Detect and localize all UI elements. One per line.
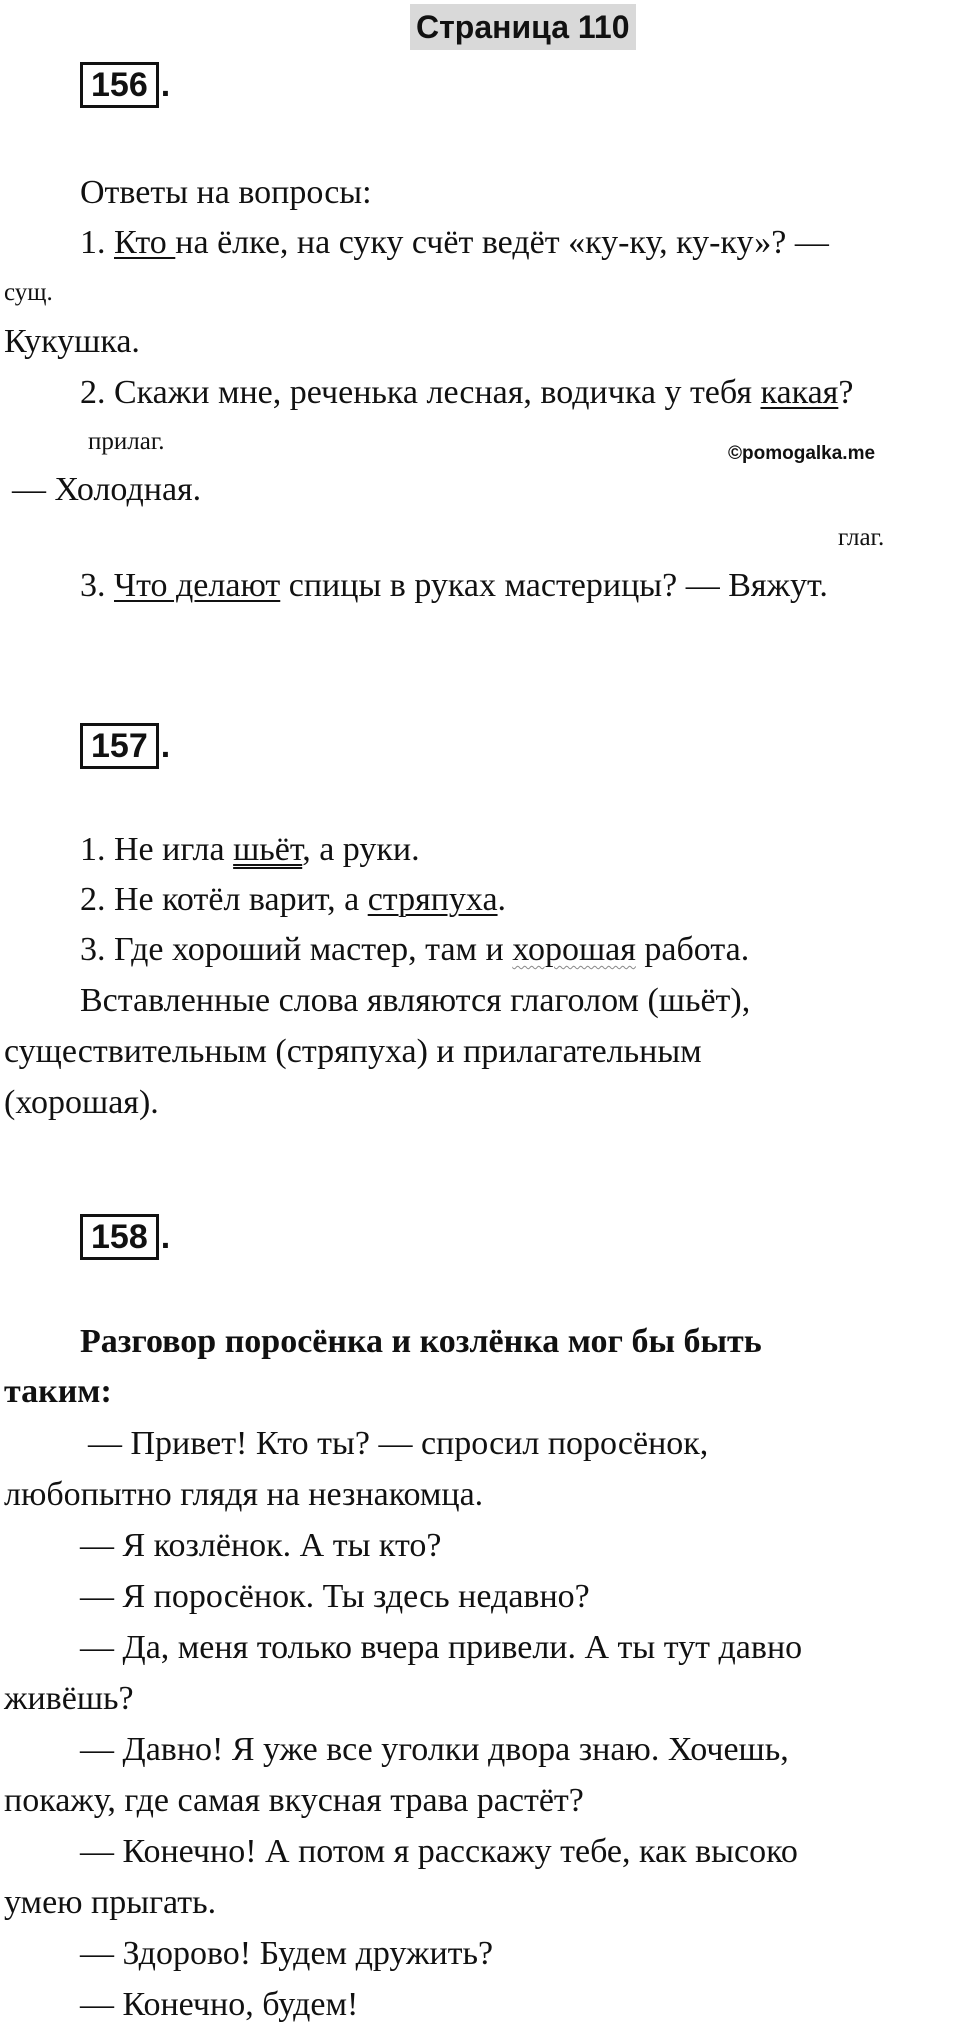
ex157-line-1: 1. Не игла шьёт, а руки. [80, 831, 420, 868]
ex156-question-1: 1. Кто на ёлке, на суку счёт ведёт «ку-ку, ку-ку»? — [80, 224, 829, 261]
dialogue-line: — Здорово! Будем дружить? [80, 1935, 494, 1972]
ex157-paragraph-line-3: (хорошая). [4, 1084, 159, 1121]
dialogue-line: живёшь? [4, 1680, 134, 1717]
ex156-answer-1: Кукушка. [4, 323, 140, 360]
ex156-question-2: 2. Скажи мне, реченька лесная, водичка у тебя какая? [80, 374, 854, 411]
pos-label-verb: глаг. [838, 524, 885, 551]
dialogue-line: покажу, где самая вкусная трава растёт? [4, 1782, 584, 1819]
page-title: Страница 110 [410, 4, 636, 50]
underlined-word: Что делают [114, 567, 281, 604]
ex158-heading-line-2: таким: [4, 1373, 112, 1410]
underlined-word: Кто [114, 224, 176, 261]
exercise-number-156: 156 . [80, 62, 170, 108]
ex157-paragraph-line-1: Вставленные слова являются глаголом (шьёт), [80, 982, 751, 1019]
exercise-number-157: 157 . [80, 723, 170, 769]
dialogue-line: — Конечно! А потом я расскажу тебе, как высоко [80, 1833, 798, 1870]
underlined-word: стряпуха [367, 881, 498, 918]
ex157-line-2: 2. Не котёл варит, а стряпуха. [80, 881, 507, 918]
ex157-line-3: 3. Где хороший мастер, там и хорошая работа. [80, 931, 750, 968]
dialogue-line: — Я поросёнок. Ты здесь недавно? [80, 1578, 590, 1615]
ex158-heading-line-1: Разговор поросёнка и козлёнка мог бы быть [80, 1323, 762, 1360]
pos-label-adjective: прилаг. [88, 428, 165, 455]
ex156-intro: Ответы на вопросы: [80, 174, 372, 211]
dialogue-line: — Да, меня только вчера привели. А ты тут давно [80, 1629, 803, 1666]
underlined-word: какая [760, 374, 839, 411]
exercise-number-box: 157 [80, 723, 159, 769]
exercise-number-box: 158 [80, 1214, 159, 1260]
ex156-question-3: 3. Что делают спицы в руках мастерицы? — Вяжут. [80, 567, 828, 604]
ex156-answer-2: — Холодная. [12, 471, 202, 508]
underlined-word: хорошая [512, 931, 636, 968]
dialogue-line: — Я козлёнок. А ты кто? [80, 1527, 442, 1564]
watermark: ©pomogalka.me [728, 443, 876, 464]
dialogue-line: — Привет! Кто ты? — спросил поросёнок, [88, 1425, 709, 1462]
dialogue-line: — Конечно, будем! [80, 1986, 359, 2023]
dialogue-line: умею прыгать. [4, 1884, 217, 1921]
dialogue-line: любопытно глядя на незнакомца. [4, 1476, 484, 1513]
exercise-number-box: 156 [80, 62, 159, 108]
underlined-word: шьёт [233, 831, 303, 868]
ex157-paragraph-line-2: существительным (стряпуха) и прилагательным [4, 1033, 702, 1070]
exercise-number-158: 158 . [80, 1214, 170, 1260]
pos-label-noun: сущ. [4, 279, 53, 306]
dialogue-line: — Давно! Я уже все уголки двора знаю. Хочешь, [80, 1731, 789, 1768]
